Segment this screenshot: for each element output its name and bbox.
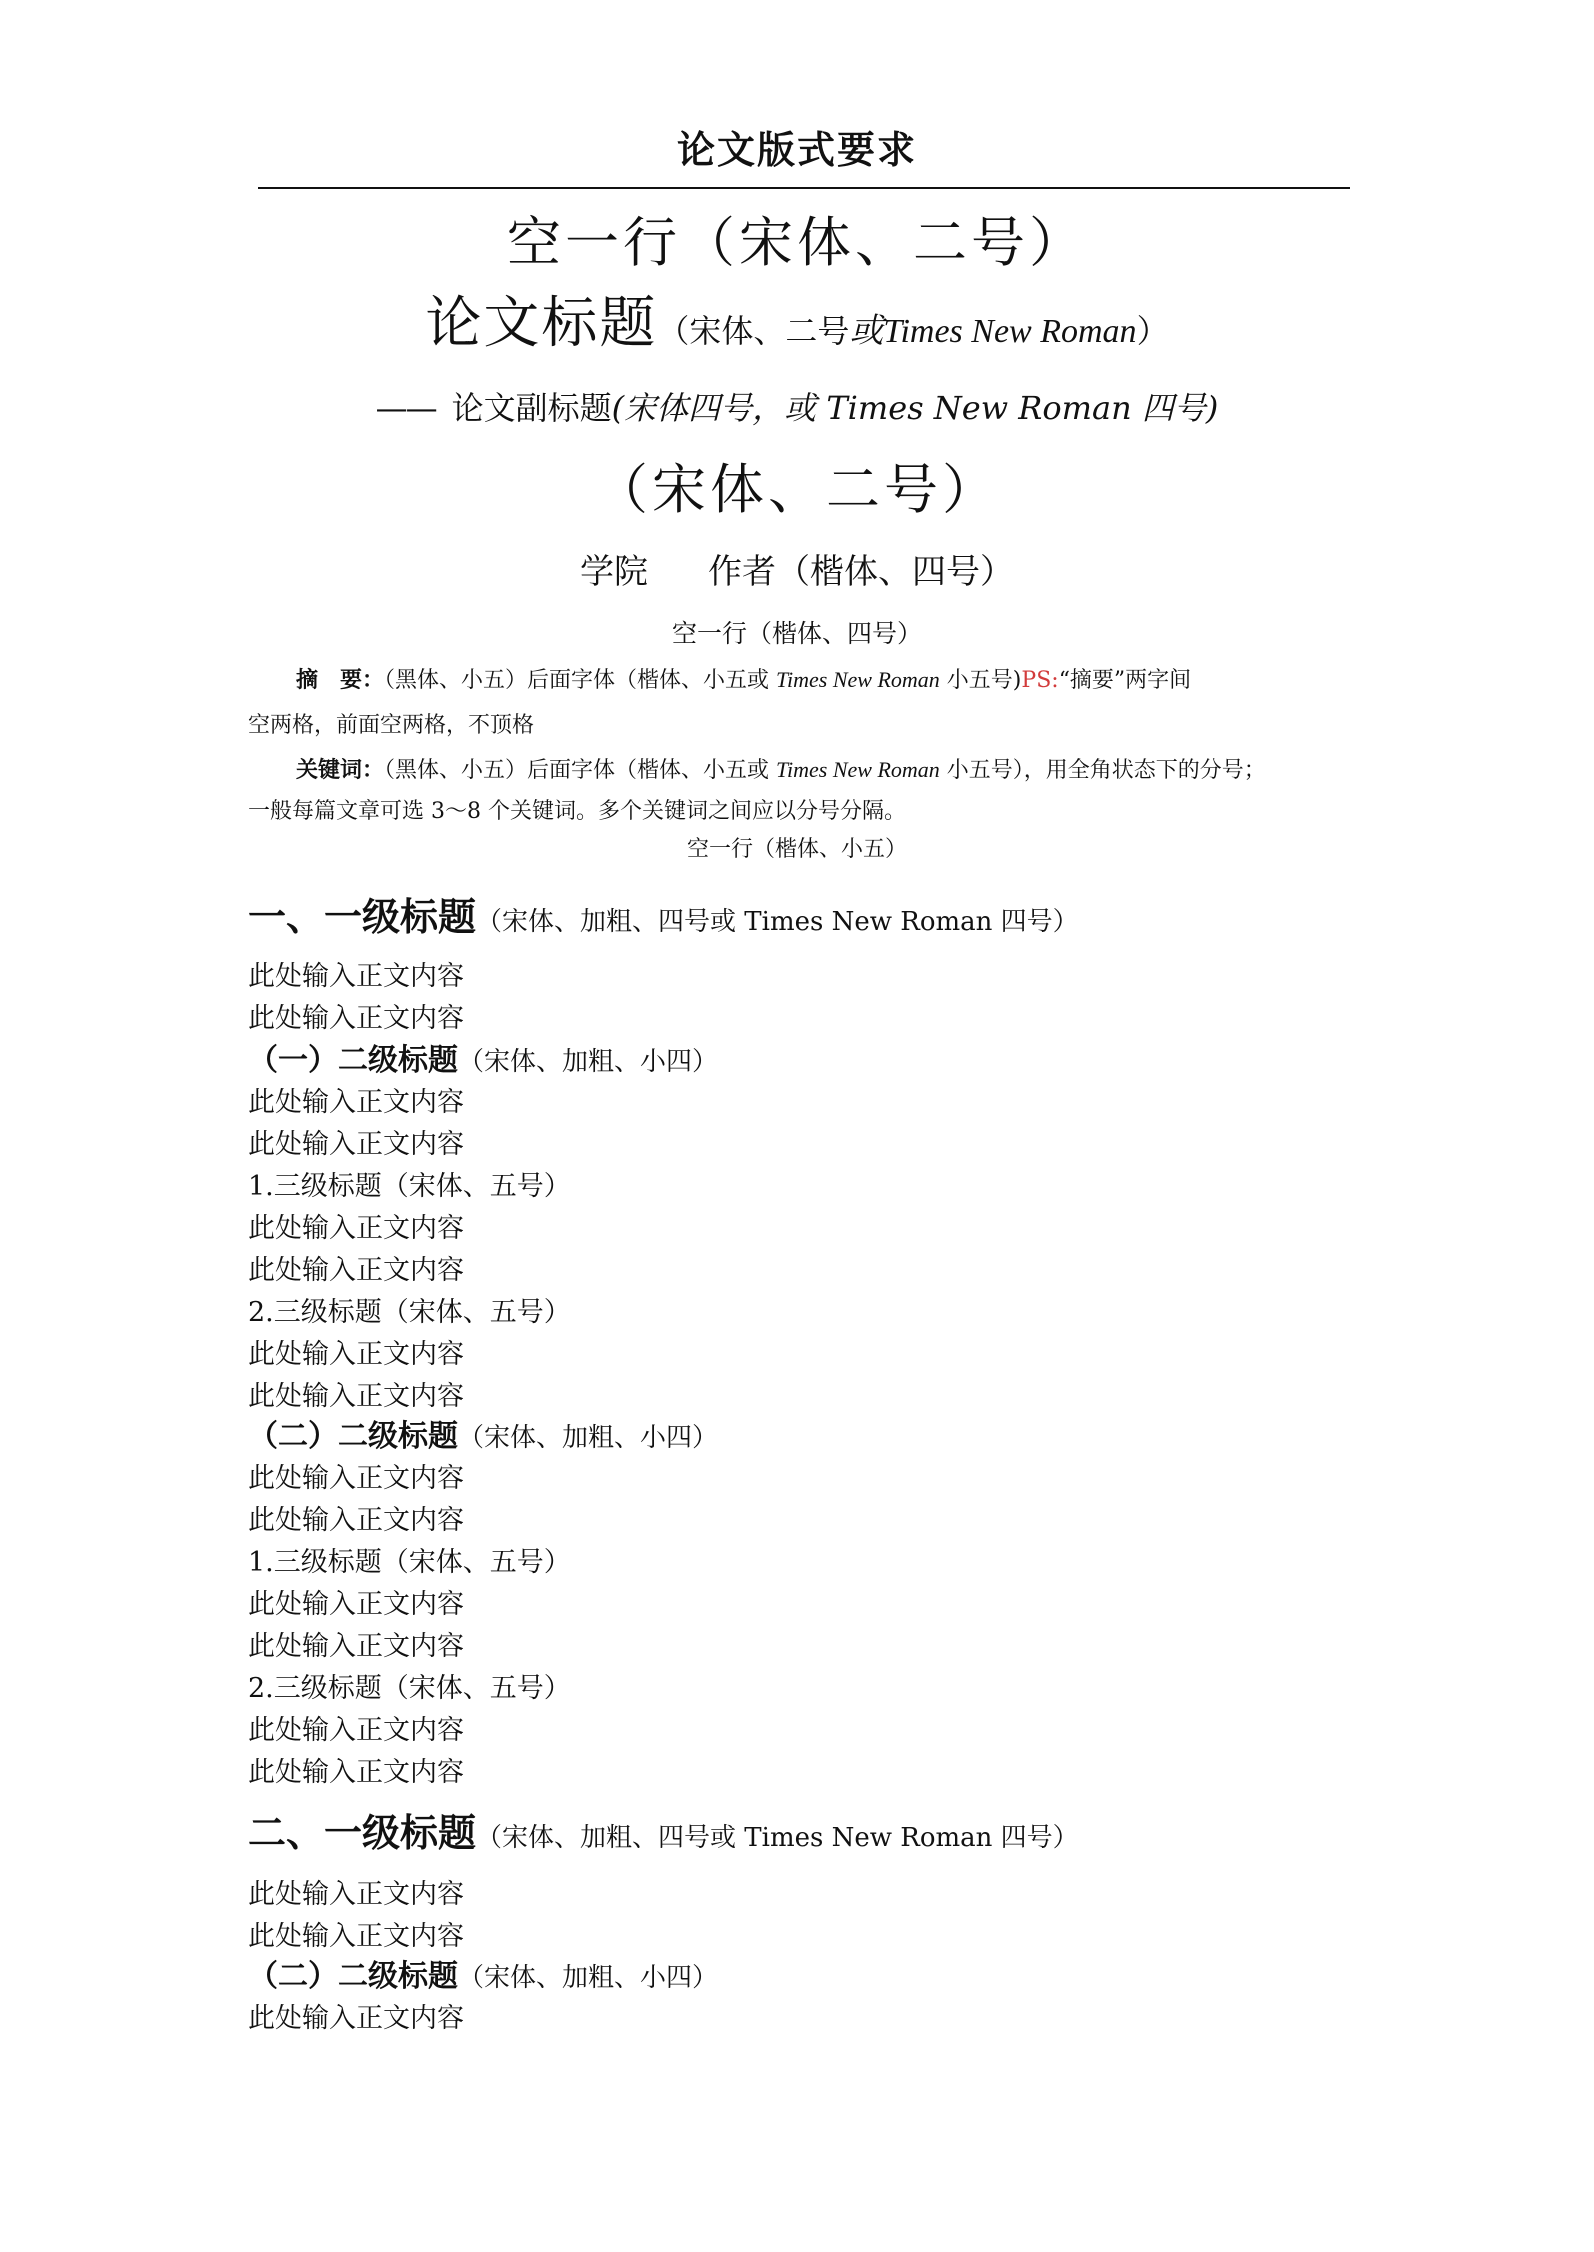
body-text: 此处输入正文内容 [248,1879,464,1910]
body-text: 此处输入正文内容 [248,1087,464,1118]
level-3-heading: 2.三级标题（宋体、五号） [248,1297,571,1328]
section-1-sub-1-heading: （一）二级标题（宋体、加粗、小四） [248,1043,719,1078]
subtitle-dash: —— [375,389,436,427]
body-text: 此处输入正文内容 [248,1715,464,1746]
keywords-line-2: 一般每篇文章可选 3～8 个关键词。多个关键词之间应以分号分隔。 [248,799,906,824]
body-text: 此处输入正文内容 [248,1255,464,1286]
ps-note: PS: [1021,668,1059,693]
section-2-sub-heading: （二）二级标题（宋体、加粗、小四） [248,1959,719,1994]
document-header-title: 论文版式要求 [676,128,917,172]
section-2-heading: 二、一级标题（宋体、加粗、四号或 Times New Roman 四号） [248,1811,1079,1855]
body-text: 此处输入正文内容 [248,1631,464,1662]
body-text: 此处输入正文内容 [248,1921,464,1952]
body-text: 此处输入正文内容 [248,1129,464,1160]
header-divider [258,187,1350,189]
body-text: 此处输入正文内容 [248,2003,464,2034]
blank-line-instruction: 空一行（宋体、二号） [507,211,1087,274]
abstract-label: 摘 要： [296,668,385,693]
paper-title-note: （宋体、二号 [657,312,850,350]
body-text: 此处输入正文内容 [248,1505,464,1536]
abstract-line-2: 空两格，前面空两格，不顶格 [248,713,535,738]
keywords-label: 关键词： [296,758,385,783]
keywords-line-1: 关键词：（黑体、小五）后面字体（楷体、小五或 Times New Roman 小五号），用全角状态下的分号； [296,757,1266,783]
level-3-heading: 1.三级标题（宋体、五号） [248,1171,571,1202]
paper-title: 论文标题 [425,291,658,356]
author-line [0,544,1594,600]
body-text: 此处输入正文内容 [248,1339,464,1370]
body-text: 此处输入正文内容 [248,1381,464,1412]
abstract-line-1: 摘 要：（黑体、小五）后面字体（楷体、小五或 Times New Roman 小五号)PS:“摘要”两字间 [296,667,1192,693]
section-1-sub-2-heading: （二）二级标题（宋体、加粗、小四） [248,1419,719,1454]
paper-subtitle: 论文副标题 [451,389,612,427]
college-label: 学院 [580,552,648,592]
paper-title-line [0,286,1594,375]
body-text: 此处输入正文内容 [248,1463,464,1494]
body-text: 此处输入正文内容 [248,1589,464,1620]
paper-subtitle-line [0,378,1594,438]
blank-line-instruction-3: 空一行（楷体、小五） [686,837,907,862]
body-text: 此处输入正文内容 [248,961,464,992]
author-label: 作者（楷体、四号） [708,552,1014,592]
blank-line-instruction-2: 空一行（楷体、四号） [671,619,922,648]
body-text: 此处输入正文内容 [248,1213,464,1244]
paper-title-note-close: ） [1136,312,1169,350]
body-text: 此处输入正文内容 [248,1003,464,1034]
subtitle-font-instruction: （宋体、二号） [594,458,1000,521]
level-3-heading: 1.三级标题（宋体、五号） [248,1547,571,1578]
level-3-heading: 2.三级标题（宋体、五号） [248,1673,571,1704]
paper-title-note-en: 或Times New Roman [849,313,1137,350]
section-1-heading: 一、一级标题（宋体、加粗、四号或 Times New Roman 四号） [248,895,1079,939]
body-text: 此处输入正文内容 [248,1757,464,1788]
paper-subtitle-note: (宋体四号，或 Times New Roman 四号) [611,389,1219,427]
